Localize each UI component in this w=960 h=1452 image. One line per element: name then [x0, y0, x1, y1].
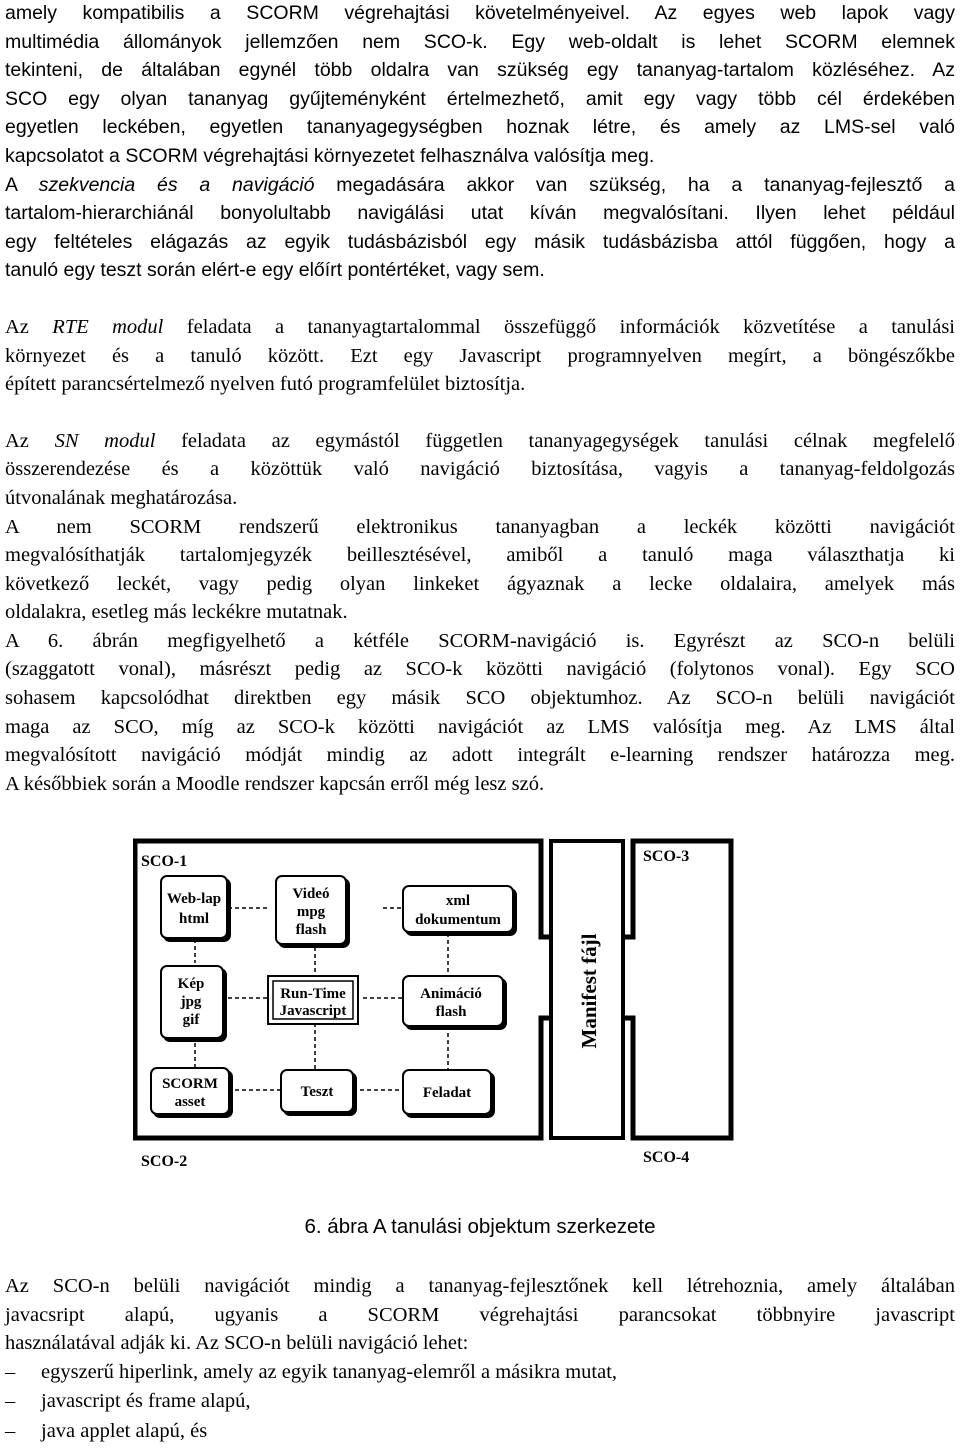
- box-animacio: [403, 976, 503, 1026]
- text-line: tekinteni, de általában egynél több oldalra van szükség egy tananyag-tartalom közléséhez. Az: [5, 59, 955, 82]
- box-video: [276, 876, 346, 944]
- text-line: épített parancsértelmező nyelven futó programfelület biztosítja.: [5, 373, 526, 396]
- text-line: megvalósíthatják tartalomjegyzék beillesztésével, amiből a tanuló maga választhatja ki: [5, 544, 955, 567]
- sco-4-label: SCO-4: [643, 1149, 690, 1166]
- emphasis-term: RTE modul: [52, 315, 164, 338]
- emphasis-term: szekvencia és a navigáció: [38, 173, 315, 196]
- paragraph-sco-definition: [5, 0, 955, 171]
- text-line: egyetlen leckében, egyetlen tananyagegységben hoznak létre, és amely az LMS-sel való: [5, 116, 955, 139]
- box-kep: [161, 966, 223, 1038]
- text-line: környezet és a tanuló között. Ezt egy Javascript programnyelven megírt, a böngészőkbe: [5, 344, 955, 367]
- box-label: Kép: [177, 976, 205, 992]
- text-line: [5, 171, 955, 200]
- list-item-text: javascript és frame alapú,: [41, 1390, 251, 1413]
- text-line: következő leckét, vagy pedig olyan linkeket ágyaznak a lecke oldalaira, amelyek más: [5, 572, 955, 595]
- text-line: multimédia állományok jellemzően nem SCO-k. Egy web-oldalt is lehet SCORM elemnek: [5, 30, 955, 53]
- paragraph-gap: [5, 285, 955, 313]
- text-fragment: feladata az egymástól független tananyagegységek tanulási célnak megfelelő: [155, 429, 955, 452]
- box-label: jpg: [180, 994, 202, 1010]
- text-line: egy feltételes elágazás az egyik tudásbázisból egy másik tudásbázisba attól függően, hogy a: [5, 230, 955, 253]
- sco-2-label: SCO-2: [141, 1153, 188, 1170]
- text-line: [5, 427, 955, 456]
- list-dash: –: [5, 1390, 16, 1413]
- box-label: dokumentum: [415, 912, 501, 928]
- document-continuation: [5, 1272, 955, 1446]
- navigation-types-list: [5, 1358, 955, 1447]
- box-label: mpg: [296, 904, 326, 920]
- text-line: maga az SCO, míg az SCO-k közötti navigációt az LMS valósítja meg. Az LMS által: [5, 715, 955, 738]
- figure-learning-object-structure: [133, 838, 833, 1183]
- text-line: (szaggatott vonal), másrészt pedig az SCO-k közötti navigáció (folytonos vonal). Egy SCO: [5, 658, 955, 681]
- box-label: Feladat: [422, 1085, 472, 1101]
- box-scorm-asset: [151, 1068, 229, 1114]
- text-fragment: A: [5, 173, 39, 196]
- text-line: oldalakra, esetleg más leckékre mutatnak.: [5, 601, 348, 624]
- text-line: használatával adják ki. Az SCO-n belüli navigáció lehet:: [5, 1332, 469, 1355]
- box-label: Run-Time: [280, 986, 346, 1002]
- box-label: SCORM: [162, 1076, 218, 1092]
- box-label: Videó: [292, 886, 330, 902]
- text-line: Az SCO-n belüli navigációt mindig a tananyag-fejlesztőnek kell létrehoznia, amely általában: [5, 1275, 955, 1297]
- manifest-file-label: Manifest fájl: [577, 933, 601, 1049]
- box-teszt: [281, 1070, 353, 1112]
- paragraph-intra-sco-navigation: [5, 1272, 955, 1358]
- text-line: tanuló egy teszt során elért-e egy előírt pontértéket, vagy sem.: [5, 259, 545, 282]
- paragraph-scorm-navigation: [5, 627, 955, 799]
- list-item: [5, 1417, 955, 1447]
- document-body: [5, 0, 955, 798]
- text-line: tartalom-hierarchiánál bonyolultabb navigálási utat kíván megvalósítani. Ilyen lehet például: [5, 202, 955, 225]
- text-fragment: Az: [5, 315, 53, 338]
- text-line: A 6. ábrán megfigyelhető a kétféle SCORM-navigáció is. Egyrészt az SCO-n belüli: [5, 629, 955, 652]
- box-label: Web-lap: [166, 891, 222, 907]
- box-label: flash: [435, 1004, 467, 1020]
- text-line: sohasem kapcsolódhat direktben egy másik SCO objektumhoz. Az SCO-n belüli navigációt: [5, 687, 955, 710]
- list-item-text: egyszerű hiperlink, amely az egyik tananyag-elemről a másikra mutat,: [41, 1360, 618, 1383]
- list-item: [5, 1358, 955, 1388]
- box-web-lap: [161, 876, 227, 938]
- text-line: útvonalának meghatározása.: [5, 486, 238, 509]
- text-line: kapcsolatot a SCORM végrehajtási környezetet felhasználva valósítja meg.: [5, 144, 655, 167]
- list-item-text: java applet alapú, és: [41, 1419, 208, 1442]
- figure-caption: 6. ábra A tanulási objektum szerkezete: [304, 1215, 656, 1238]
- text-line: SCO egy olyan tananyag gyűjteményként értelmezhető, amit egy vagy több cél érdekében: [5, 87, 955, 110]
- sco-1-label: SCO-1: [141, 853, 188, 870]
- text-line: amely kompatibilis a SCORM végrehajtási követelményeivel. Az egyes web lapok vagy: [5, 2, 955, 24]
- paragraph-non-scorm-navigation: [5, 513, 955, 627]
- paragraph-sequencing: [5, 171, 955, 285]
- sco-3-label: SCO-3: [643, 848, 690, 865]
- box-label: Teszt: [300, 1084, 334, 1100]
- text-fragment: megadására akkor van szükség, ha a tananyag-fejlesztő a: [314, 173, 955, 196]
- list-dash: –: [5, 1419, 16, 1442]
- diagram-svg: [133, 838, 833, 1183]
- box-label: asset: [174, 1094, 206, 1110]
- text-line: javacsript alapú, ugyanis a SCORM végrehajtási parancsokat többnyire javascript: [5, 1303, 955, 1326]
- text-line: A nem SCORM rendszerű elektronikus tananyagban a leckék közötti navigációt: [5, 515, 955, 538]
- box-label: Animáció: [420, 986, 482, 1002]
- text-line: [5, 313, 955, 342]
- paragraph-rte-module: [5, 313, 955, 399]
- text-fragment: Az: [5, 429, 55, 452]
- text-line: összerendezése és a közöttük való navigáció biztosítása, vagyis a tananyag-feldolgozás: [5, 458, 955, 481]
- box-label: gif: [182, 1012, 200, 1028]
- text-line: megvalósított navigáció módját mindig az adott integrált e-learning rendszer határozza meg.: [5, 744, 955, 767]
- box-label: html: [179, 911, 209, 927]
- paragraph-gap: [5, 399, 955, 427]
- text-line: A későbbiek során a Moodle rendszer kapcsán erről még lesz szó.: [5, 772, 545, 795]
- box-label: xml: [445, 893, 471, 909]
- text-fragment: feladata a tananyagtartalommal összefüggő információk közvetítése a tanulási: [163, 315, 955, 338]
- box-run-time: [268, 976, 358, 1024]
- list-dash: –: [5, 1360, 16, 1383]
- box-label: flash: [295, 922, 327, 938]
- paragraph-sn-module: [5, 427, 955, 513]
- box-feladat: [403, 1070, 491, 1114]
- box-label: Javascript: [279, 1003, 347, 1019]
- list-item: [5, 1387, 955, 1417]
- emphasis-term: SN modul: [54, 429, 156, 452]
- box-xml-dokumentum: [403, 886, 513, 932]
